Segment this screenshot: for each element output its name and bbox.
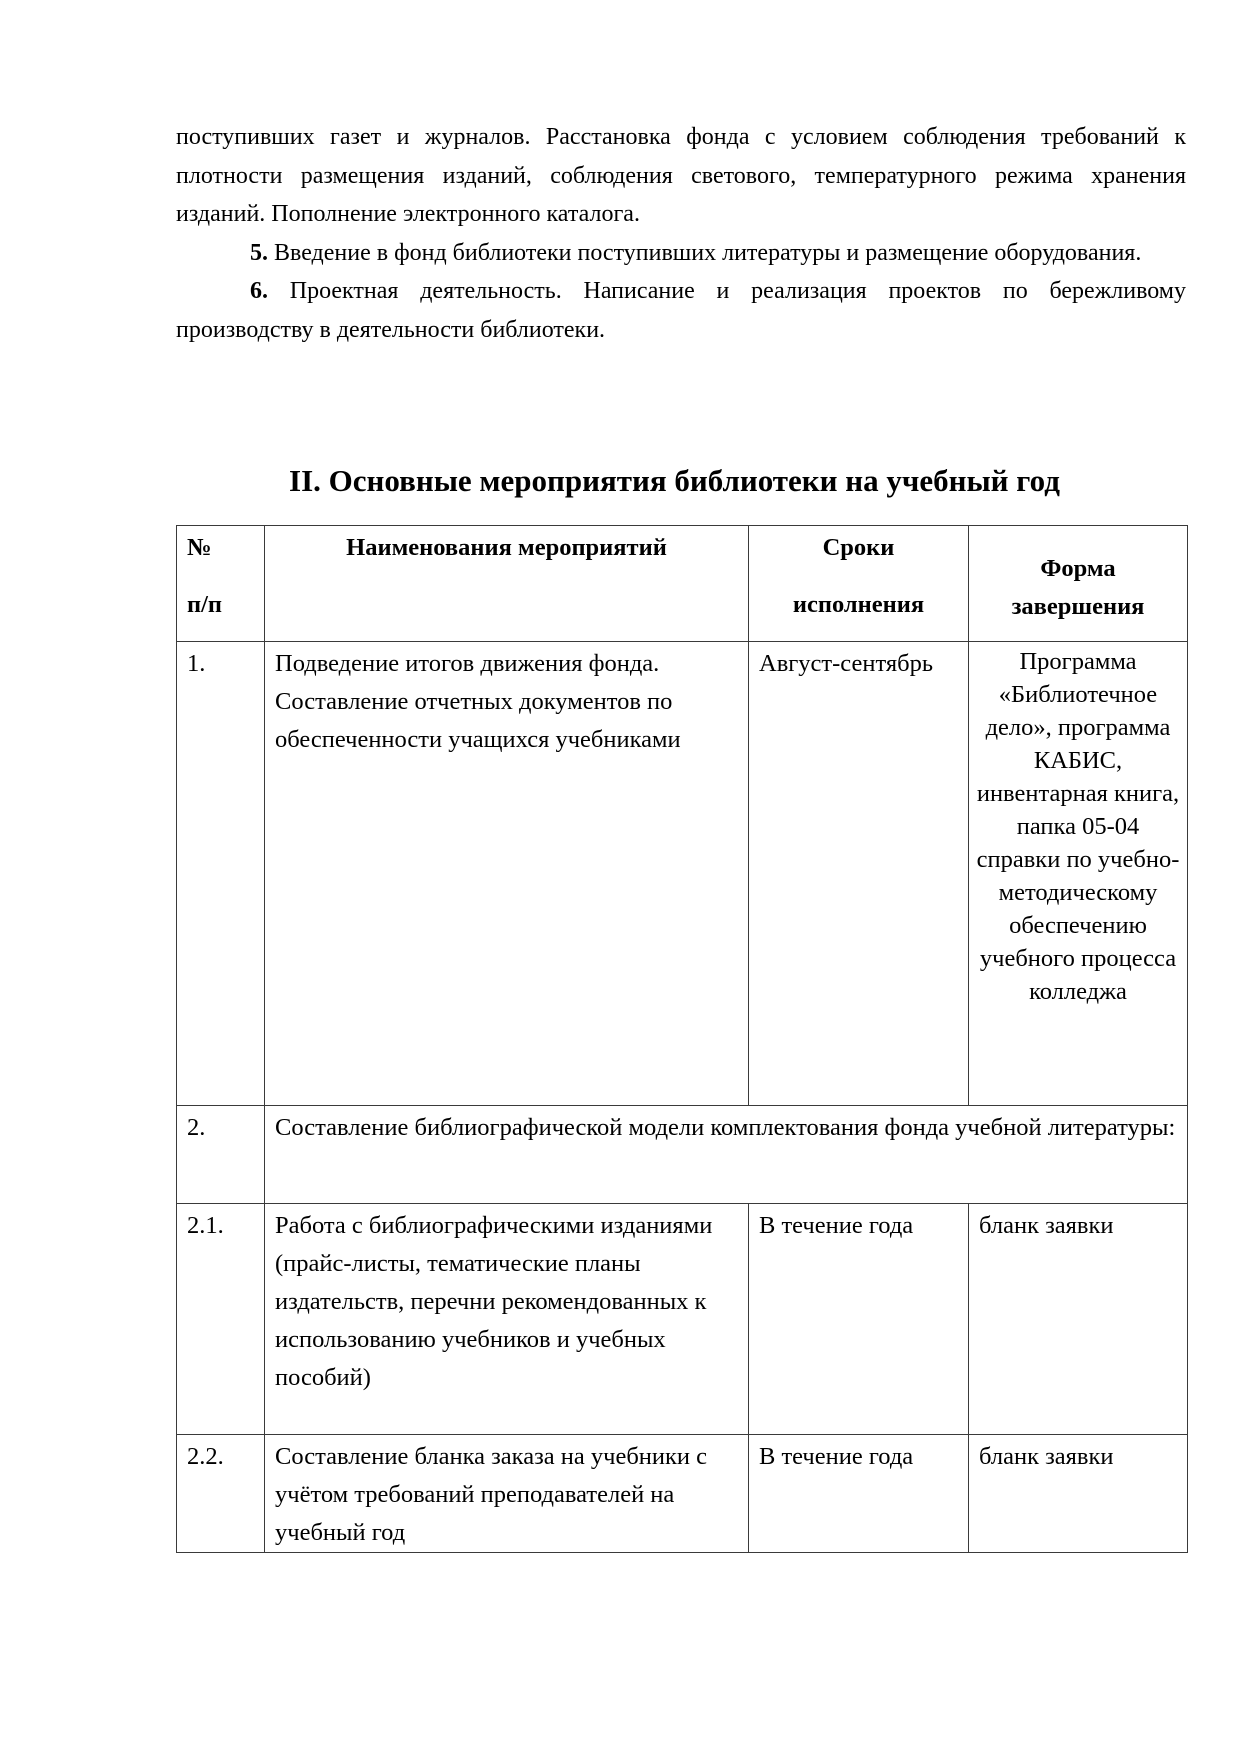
row-term: В течение года [749, 1435, 969, 1553]
row-term: Август-сентябрь [749, 642, 969, 1106]
row-number: 2. [177, 1106, 265, 1204]
row-form: Программа «Библиотечное дело», программа КАБИС, инвентарная книга, папка 05-04 справки по учебно-методическому обеспечению учебного процесса колледжа [969, 642, 1188, 1106]
row-number: 2.2. [177, 1435, 265, 1553]
item-6-text: Проектная деятельность. Написание и реализация проектов по бережливому производству в деятельности библиотеки. [176, 278, 1186, 343]
row-name: Подведение итогов движения фонда. Составление отчетных документов по обеспеченности учащихся учебниками [265, 642, 749, 1106]
header-name: Наименования мероприятий [265, 526, 749, 642]
events-table [176, 525, 1188, 1553]
row-number: 1. [177, 642, 265, 1106]
table-header-row [177, 526, 1188, 642]
row-term: В течение года [749, 1204, 969, 1435]
header-number-line2: п/п [187, 591, 223, 618]
table-row [177, 1204, 1188, 1435]
section-title: II. Основные мероприятия библиотеки на учебный год [289, 463, 1060, 498]
header-number [177, 526, 265, 642]
header-number-line1: № [187, 534, 212, 561]
item-5-number: 5. [250, 239, 268, 266]
row-number: 2.1. [177, 1204, 265, 1435]
row-name: Составление бланка заказа на учебники с учётом требований преподавателей на учебный год [265, 1435, 749, 1553]
item-5-text: Введение в фонд библиотеки поступивших литературы и размещение оборудования. [268, 239, 1142, 266]
row-name: Составление библиографической модели комплектования фонда учебной литературы: [265, 1106, 1188, 1204]
table-row [177, 1435, 1188, 1553]
item-6-number: 6. [250, 278, 268, 304]
header-term [749, 526, 969, 642]
row-name: Работа с библиографическими изданиями (прайс-листы, тематические планы издательств, перечни рекомендованных к использованию учебников и учебных пособий) [265, 1204, 749, 1435]
document-page [176, 118, 1186, 1546]
item-5-paragraph [176, 234, 1186, 273]
item-6-paragraph [176, 272, 1186, 349]
row-form: бланк заявки [969, 1435, 1188, 1553]
table-row [177, 642, 1188, 1106]
header-form: Форма завершения [969, 526, 1188, 642]
table-row [177, 1106, 1188, 1204]
intro-paragraph: поступивших газет и журналов. Расстановка фонда с условием соблюдения требований к плотности размещения изданий, соблюдения светового, температурного режима хранения изданий. Пополнение электронного каталога. [176, 124, 1186, 227]
row-form: бланк заявки [969, 1204, 1188, 1435]
header-term-line1: Сроки [822, 534, 895, 561]
header-term-line2: исполнения [792, 591, 925, 618]
